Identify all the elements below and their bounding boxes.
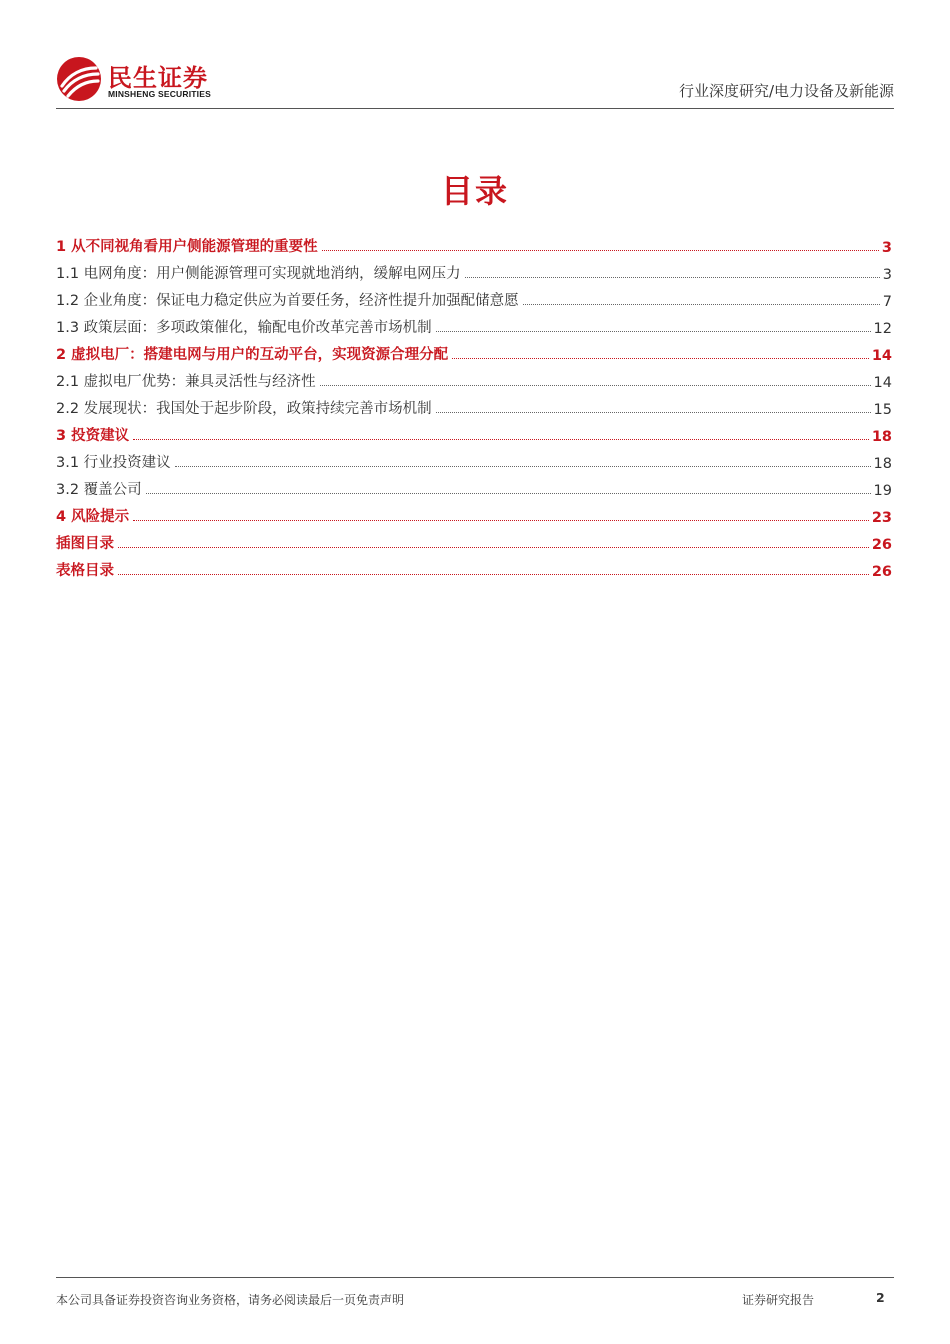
toc-entry-label: 插图目录 (56, 536, 114, 552)
toc-entry-page: 18 (871, 429, 892, 445)
toc-entry[interactable] (56, 391, 892, 418)
toc-entry-page: 14 (873, 375, 892, 391)
header-divider (56, 108, 894, 109)
toc-entry-label: 2.2 发展现状：我国处于起步阶段，政策持续完善市场机制 (56, 401, 432, 417)
table-of-contents (56, 229, 892, 580)
toc-leader-dots (118, 547, 869, 548)
toc-entry-page: 3 (882, 267, 892, 283)
toc-entry[interactable] (56, 553, 892, 580)
toc-leader-dots (320, 385, 871, 386)
toc-title: 目录 (440, 172, 509, 210)
toc-leader-dots (452, 358, 869, 359)
footer-report-type: 证券研究报告 (742, 1293, 815, 1307)
toc-entry-page: 23 (871, 510, 892, 526)
toc-leader-dots (146, 493, 871, 494)
toc-entry[interactable] (56, 364, 892, 391)
toc-entry-page: 18 (873, 456, 892, 472)
toc-leader-dots (436, 331, 871, 332)
footer-divider (56, 1277, 894, 1278)
toc-entry[interactable] (56, 283, 892, 310)
toc-entry-label: 1.1 电网角度：用户侧能源管理可实现就地消纳，缓解电网压力 (56, 266, 461, 282)
logo-english-name: MINSHENG SECURITIES (108, 89, 211, 99)
toc-leader-dots (523, 304, 880, 305)
toc-entry-page: 19 (873, 483, 892, 499)
toc-entry-label: 3.1 行业投资建议 (56, 455, 171, 471)
toc-leader-dots (322, 250, 879, 251)
toc-entry-page: 12 (873, 321, 892, 337)
logo-chinese-name: 民生证券 (108, 64, 208, 92)
report-category: 行业深度研究/电力设备及新能源 (678, 82, 894, 100)
toc-entry-label: 4 风险提示 (56, 509, 130, 525)
toc-entry-label: 表格目录 (56, 563, 114, 579)
toc-entry-label: 2 虚拟电厂：搭建电网与用户的互动平台，实现资源合理分配 (56, 347, 449, 363)
footer-disclaimer: 本公司具备证券投资咨询业务资格，请务必阅读最后一页免责声明 (56, 1293, 405, 1307)
toc-entry-page: 7 (882, 294, 892, 310)
toc-entry[interactable] (56, 445, 892, 472)
toc-entry-page: 15 (873, 402, 892, 418)
toc-entry-label: 3 投资建议 (56, 428, 130, 444)
toc-entry[interactable] (56, 418, 892, 445)
toc-entry-label: 3.2 覆盖公司 (56, 482, 142, 498)
toc-leader-dots (465, 277, 880, 278)
toc-entry-page: 26 (871, 564, 892, 580)
toc-entry-page: 14 (871, 348, 892, 364)
toc-entry-label: 2.1 虚拟电厂优势：兼具灵活性与经济性 (56, 374, 316, 390)
toc-entry[interactable] (56, 472, 892, 499)
toc-entry-label: 1 从不同视角看用户侧能源管理的重要性 (56, 239, 318, 255)
toc-entry[interactable] (56, 337, 892, 364)
toc-entry-page: 3 (881, 240, 892, 256)
toc-leader-dots (436, 412, 871, 413)
toc-leader-dots (133, 520, 869, 521)
toc-entry[interactable] (56, 526, 892, 553)
toc-leader-dots (175, 466, 871, 467)
toc-entry-label: 1.2 企业角度：保证电力稳定供应为首要任务，经济性提升加强配储意愿 (56, 293, 519, 309)
page-number: 2 (876, 1290, 885, 1305)
toc-leader-dots (118, 574, 869, 575)
toc-entry[interactable] (56, 229, 892, 256)
toc-entry-page: 26 (871, 537, 892, 553)
toc-entry[interactable] (56, 499, 892, 526)
toc-entry[interactable] (56, 310, 892, 337)
toc-entry[interactable] (56, 256, 892, 283)
toc-entry-label: 1.3 政策层面：多项政策催化，输配电价改革完善市场机制 (56, 320, 432, 336)
minsheng-logo-icon (56, 56, 102, 102)
company-logo (56, 56, 256, 102)
page-header (56, 52, 894, 110)
toc-leader-dots (133, 439, 869, 440)
